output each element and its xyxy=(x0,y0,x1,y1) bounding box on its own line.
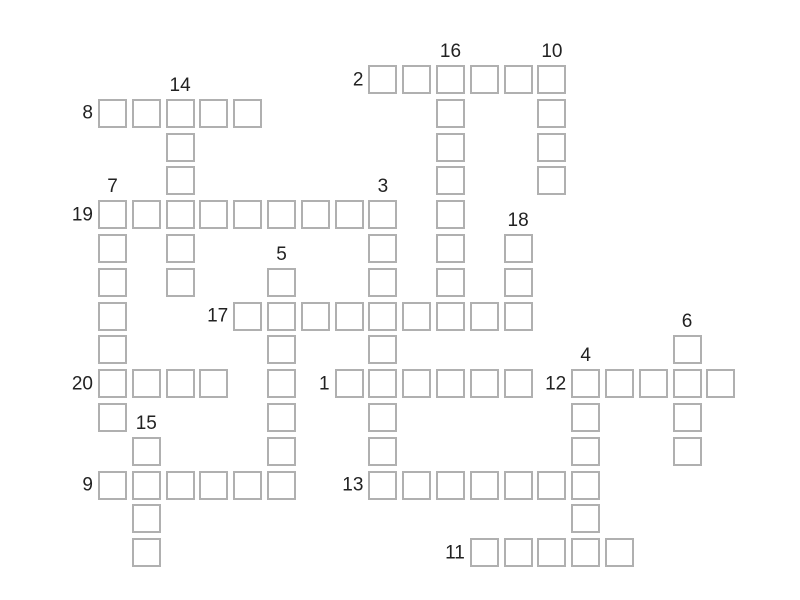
crossword-cell-13-2[interactable] xyxy=(537,133,566,162)
crossword-cell-1-14[interactable] xyxy=(132,538,161,567)
crossword-cell-11-7[interactable] xyxy=(470,302,499,331)
crossword-cell-14-13[interactable] xyxy=(571,504,600,533)
crossword-cell-8-11[interactable] xyxy=(368,437,397,466)
crossword-cell-2-1[interactable] xyxy=(166,99,195,128)
crossword-cell-17-8[interactable] xyxy=(673,335,702,364)
clue-number-7: 7 xyxy=(107,176,118,198)
crossword-cell-5-10[interactable] xyxy=(267,403,296,432)
clue-number-14: 14 xyxy=(169,74,191,96)
crossword-cell-13-14[interactable] xyxy=(537,538,566,567)
crossword-cell-11-12[interactable] xyxy=(470,471,499,500)
crossword-cell-2-2[interactable] xyxy=(166,133,195,162)
clue-number-3: 3 xyxy=(377,176,389,198)
crossword-cell-4-7[interactable] xyxy=(233,302,262,331)
crossword-cell-3-12[interactable] xyxy=(199,471,228,500)
clue-number-11: 11 xyxy=(445,542,465,564)
crossword-cell-1-11[interactable] xyxy=(132,437,161,466)
crossword-cell-18-9[interactable] xyxy=(706,369,735,398)
crossword-cell-5-6[interactable] xyxy=(267,268,296,297)
crossword-cell-7-9[interactable] xyxy=(335,369,364,398)
crossword-cell-11-0[interactable] xyxy=(470,65,499,94)
clue-number-6: 6 xyxy=(681,311,693,333)
crossword-cell-8-12[interactable] xyxy=(368,471,397,500)
crossword-cell-1-12[interactable] xyxy=(132,471,161,500)
crossword-cell-14-9[interactable] xyxy=(571,369,600,398)
crossword-cell-10-9[interactable] xyxy=(436,369,465,398)
crossword-cell-10-4[interactable] xyxy=(436,200,465,229)
crossword-cell-14-14[interactable] xyxy=(571,538,600,567)
crossword-cell-3-1[interactable] xyxy=(199,99,228,128)
crossword-cell-12-6[interactable] xyxy=(504,268,533,297)
crossword-cell-3-9[interactable] xyxy=(199,369,228,398)
crossword-cell-13-12[interactable] xyxy=(537,471,566,500)
clue-number-10: 10 xyxy=(541,41,563,62)
crossword-cell-6-7[interactable] xyxy=(301,302,330,331)
crossword-cell-10-3[interactable] xyxy=(436,166,465,195)
crossword-cell-10-6[interactable] xyxy=(436,268,465,297)
crossword-cell-8-9[interactable] xyxy=(368,369,397,398)
crossword-cell-2-6[interactable] xyxy=(166,268,195,297)
clue-number-13: 13 xyxy=(342,474,364,496)
crossword-cell-8-4[interactable] xyxy=(368,200,397,229)
crossword-cell-8-7[interactable] xyxy=(368,302,397,331)
crossword-cell-4-1[interactable] xyxy=(233,99,262,128)
crossword-cell-0-12[interactable] xyxy=(98,471,127,500)
crossword-cell-13-0[interactable] xyxy=(537,65,566,94)
crossword-cell-12-7[interactable] xyxy=(504,302,533,331)
crossword-cell-14-12[interactable] xyxy=(571,471,600,500)
clue-number-8: 8 xyxy=(82,102,93,124)
crossword-cell-0-5[interactable] xyxy=(98,234,127,263)
crossword-cell-0-4[interactable] xyxy=(98,200,127,229)
crossword-cell-0-10[interactable] xyxy=(98,403,127,432)
crossword-cell-17-9[interactable] xyxy=(673,369,702,398)
crossword-cell-15-9[interactable] xyxy=(605,369,634,398)
crossword-cell-13-3[interactable] xyxy=(537,166,566,195)
crossword-cell-10-2[interactable] xyxy=(436,133,465,162)
crossword-cell-2-12[interactable] xyxy=(166,471,195,500)
crossword-cell-15-14[interactable] xyxy=(605,538,634,567)
crossword-cell-12-14[interactable] xyxy=(504,538,533,567)
crossword-cell-0-7[interactable] xyxy=(98,302,127,331)
crossword-cell-1-4[interactable] xyxy=(132,200,161,229)
crossword-cell-5-12[interactable] xyxy=(267,471,296,500)
crossword-cell-12-0[interactable] xyxy=(504,65,533,94)
crossword-cell-5-8[interactable] xyxy=(267,335,296,364)
clue-number-5: 5 xyxy=(276,243,287,265)
crossword-cell-9-0[interactable] xyxy=(402,65,431,94)
crossword-cell-9-9[interactable] xyxy=(402,369,431,398)
crossword-cell-13-1[interactable] xyxy=(537,99,566,128)
crossword-cell-7-7[interactable] xyxy=(335,302,364,331)
crossword-cell-10-12[interactable] xyxy=(436,471,465,500)
crossword-cell-12-5[interactable] xyxy=(504,234,533,263)
crossword-cell-5-9[interactable] xyxy=(267,369,296,398)
clue-number-15: 15 xyxy=(135,412,157,434)
crossword-cell-11-14[interactable] xyxy=(470,538,499,567)
crossword-cell-10-7[interactable] xyxy=(436,302,465,331)
crossword-cell-10-5[interactable] xyxy=(436,234,465,263)
crossword-cell-0-8[interactable] xyxy=(98,335,127,364)
clue-number-18: 18 xyxy=(507,210,529,231)
crossword-cell-17-11[interactable] xyxy=(673,437,702,466)
crossword-cell-17-10[interactable] xyxy=(673,403,702,432)
crossword-cell-0-1[interactable] xyxy=(98,99,127,128)
crossword-cell-10-1[interactable] xyxy=(436,99,465,128)
crossword-cell-2-5[interactable] xyxy=(166,234,195,263)
crossword-cell-5-11[interactable] xyxy=(267,437,296,466)
clue-number-20: 20 xyxy=(71,373,93,395)
crossword-cell-14-10[interactable] xyxy=(571,403,600,432)
crossword-cell-4-12[interactable] xyxy=(233,471,262,500)
clue-number-4: 4 xyxy=(580,345,591,367)
clue-number-19: 19 xyxy=(71,204,93,226)
crossword-cell-8-8[interactable] xyxy=(368,335,397,364)
crossword-cell-5-7[interactable] xyxy=(267,302,296,331)
crossword-cell-1-1[interactable] xyxy=(132,99,161,128)
crossword-cell-8-6[interactable] xyxy=(368,268,397,297)
crossword-cell-2-3[interactable] xyxy=(166,166,195,195)
clue-number-2: 2 xyxy=(352,69,364,90)
crossword-cell-9-12[interactable] xyxy=(402,471,431,500)
crossword-cell-8-0[interactable] xyxy=(368,65,397,94)
crossword-cell-8-10[interactable] xyxy=(368,403,397,432)
crossword-cell-5-4[interactable] xyxy=(267,200,296,229)
crossword-cell-12-12[interactable] xyxy=(504,471,533,500)
crossword-cell-10-0[interactable] xyxy=(436,65,465,94)
crossword-cell-1-13[interactable] xyxy=(132,504,161,533)
clue-number-9: 9 xyxy=(82,474,93,496)
crossword-cell-6-4[interactable] xyxy=(301,200,330,229)
clue-number-16: 16 xyxy=(439,41,462,62)
crossword-cell-14-11[interactable] xyxy=(571,437,600,466)
crossword-cell-1-9[interactable] xyxy=(132,369,161,398)
clue-number-1: 1 xyxy=(319,373,330,395)
crossword-cell-0-9[interactable] xyxy=(98,369,127,398)
crossword-cell-12-9[interactable] xyxy=(504,369,533,398)
crossword-cell-11-9[interactable] xyxy=(470,369,499,398)
crossword-cell-9-7[interactable] xyxy=(402,302,431,331)
crossword-cell-0-6[interactable] xyxy=(98,268,127,297)
crossword-cell-16-9[interactable] xyxy=(639,369,668,398)
crossword-cell-3-4[interactable] xyxy=(199,200,228,229)
clue-number-17: 17 xyxy=(207,305,229,327)
crossword-cell-7-4[interactable] xyxy=(335,200,364,229)
crossword-cell-4-4[interactable] xyxy=(233,200,262,229)
crossword-cell-8-5[interactable] xyxy=(368,234,397,263)
crossword-cell-2-9[interactable] xyxy=(166,369,195,398)
crossword-cell-2-4[interactable] xyxy=(166,200,195,229)
clue-number-12: 12 xyxy=(545,373,567,395)
